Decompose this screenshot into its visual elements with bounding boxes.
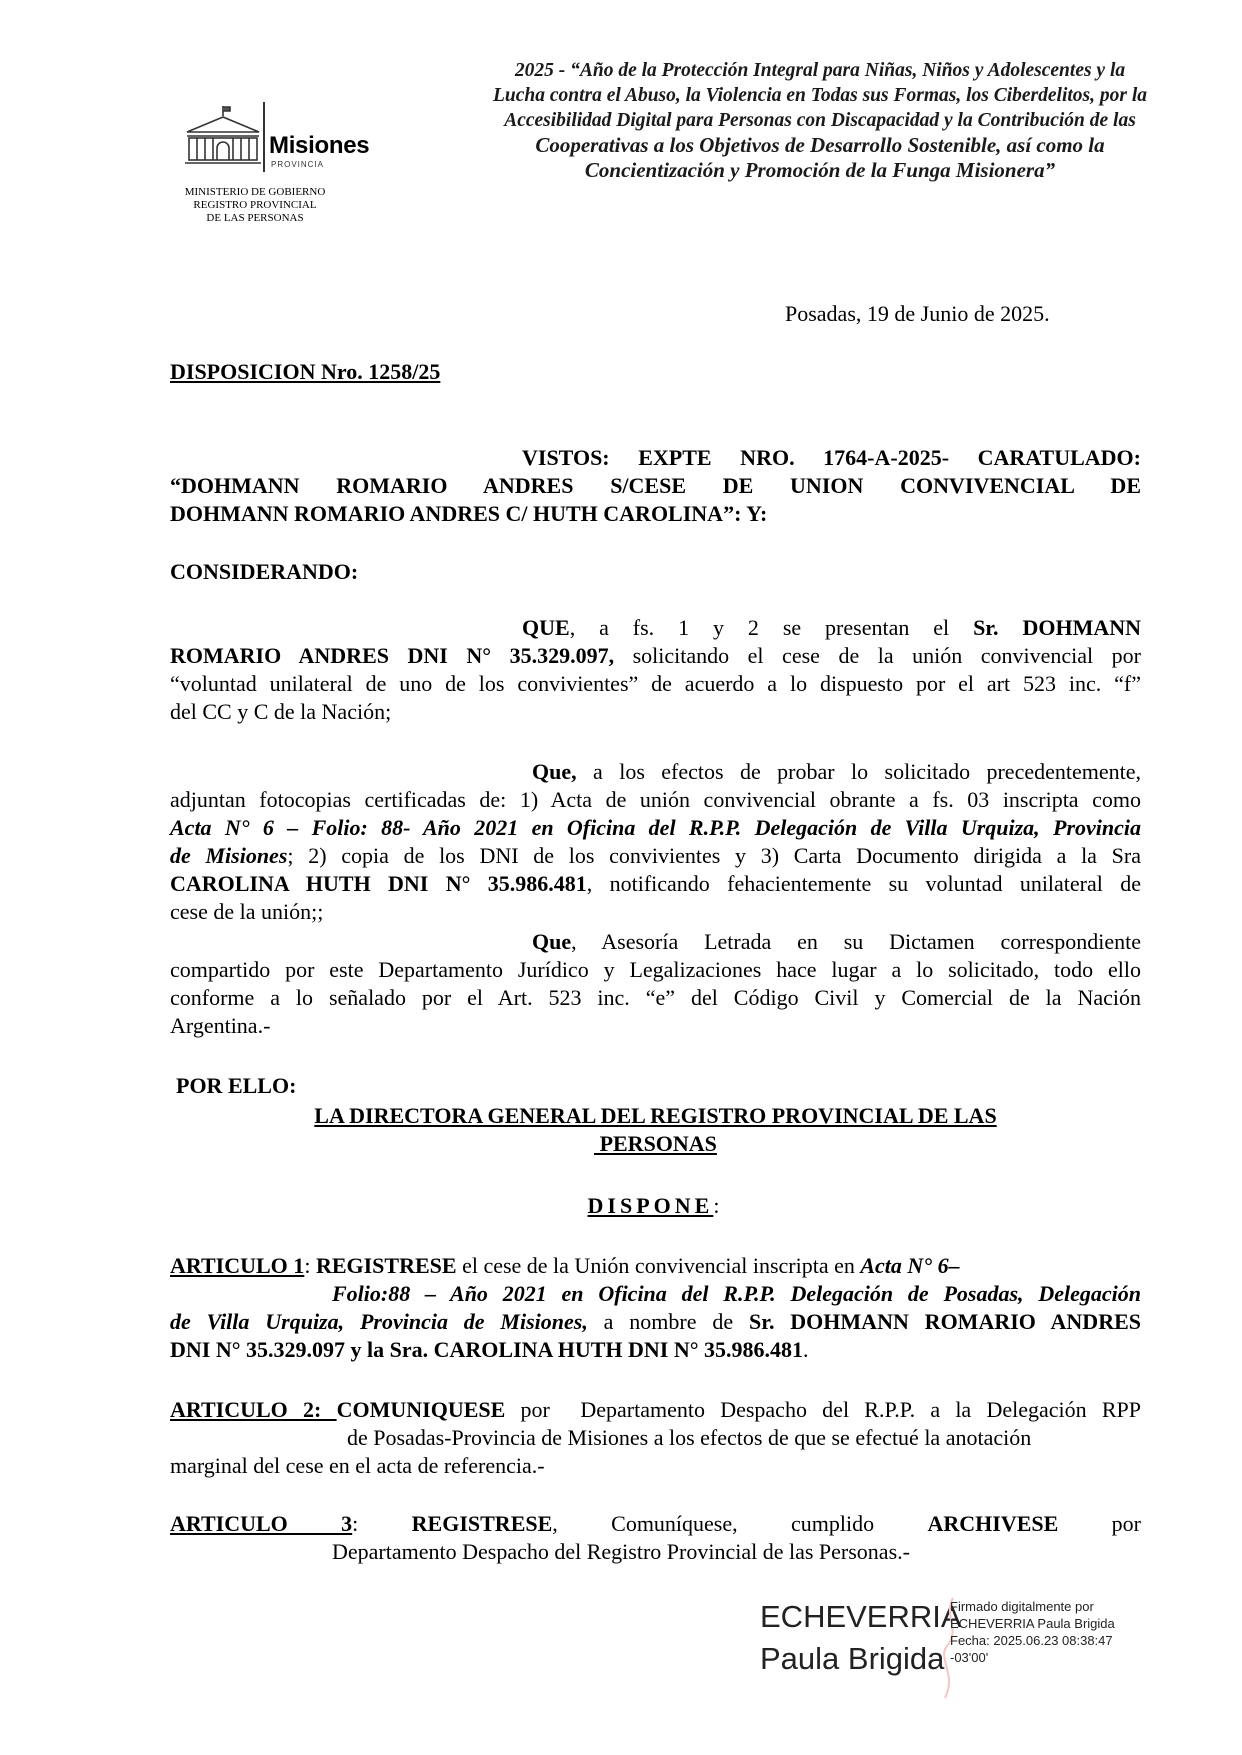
logo-sub: PROVINCIA: [271, 160, 325, 169]
ministry-line: MINISTERIO DE GOBIERNO: [184, 186, 326, 198]
dispone-colon: :: [713, 1193, 724, 1218]
art3-colon: :: [352, 1511, 412, 1536]
art3-line-2: Departamento Despacho del Registro Provincial de las Personas.-: [332, 1539, 910, 1564]
directora-heading: [170, 1102, 1141, 1158]
art1-line-3: [170, 1308, 1141, 1336]
p3-line-3: conforme a lo señalado por el Art. 523 inc. “e” del Código Civil y Comercial de la Nación: [170, 985, 1141, 1010]
art1-colon: :: [304, 1253, 316, 1278]
art3-label: ARTICULO 3: [170, 1511, 353, 1536]
directora-line-2: PERSONAS: [594, 1131, 717, 1156]
directora-line-1: LA DIRECTORA GENERAL DEL REGISTRO PROVINCIAL DE LAS: [314, 1103, 997, 1128]
province-logo: [183, 104, 393, 186]
por-ello-heading: POR ELLO:: [176, 1073, 297, 1098]
art3-text: , Comuníquese, cumplido: [552, 1511, 928, 1536]
considerando-paragraph-2: [170, 758, 1141, 926]
art1-dnis: DNI N° 35.329.097 y la Sra. CAROLINA HUTH DNI N° 35.986.481: [170, 1337, 804, 1362]
article-2: [170, 1396, 1141, 1480]
document-date: Posadas, 19 de Junio de 2025.: [785, 301, 1050, 326]
art1-verb: REGISTRESE: [315, 1253, 457, 1278]
article-1: [170, 1252, 1141, 1364]
disposition-title: DISPOSICION Nro. 1258/25: [170, 359, 441, 384]
motto-line: 2025 - “Año de la Protección Integral para Niñas, Niños y Adolescentes y la: [514, 60, 1126, 81]
art2-line-1: [170, 1396, 1141, 1424]
p2-text: ; 2) copia de los DNI de los convivientes y 3) Carta Documento dirigida a la Sra: [287, 843, 1141, 868]
p1-line-3: “voluntad unilateral de uno de los convivientes” de acuerdo a lo dispuesto por el art 523 inc. “f”: [170, 671, 1141, 696]
art2-verb: COMUNIQUESE: [336, 1397, 506, 1422]
art1-period: .: [803, 1337, 809, 1362]
motto-line: Accesibilidad Digital para Personas con Discapacidad y la Contribución de las: [504, 110, 1136, 131]
signature-info-line: Fecha: 2025.06.23 08:38:47: [950, 1633, 1113, 1648]
p3-line-2: compartido por este Departamento Jurídico y Legalizaciones hace lugar a lo solicitado, todo ello: [170, 957, 1141, 982]
art1-line-4: [170, 1336, 1141, 1364]
art2-label: ARTICULO 2:: [170, 1397, 337, 1422]
vistos-line-2: “DOHMANN ROMARIO ANDRES S/CESE DE UNION CONVIVENCIAL DE: [170, 473, 1141, 498]
p2-line-4: [170, 842, 1141, 870]
p3-line-1: [170, 928, 1141, 956]
art2-line-3: marginal del cese en el acta de referencia.-: [170, 1453, 545, 1478]
art2-line-2: de Posadas-Provincia de Misiones a los efectos de que se efectué la anotación: [347, 1425, 1032, 1450]
art2-text: por Departamento Despacho del R.P.P. a la Delegación RPP: [505, 1397, 1141, 1422]
article-3: [170, 1510, 1141, 1566]
government-building-icon: [183, 104, 263, 174]
signature-info-line: Firmado digitalmente por: [950, 1599, 1094, 1614]
p2-line-1: [170, 758, 1141, 786]
art1-text: el cese de la Unión convivencial inscripta en: [456, 1253, 861, 1278]
p2-province: de Misiones: [170, 843, 288, 868]
signature-info-line: -03'00': [950, 1650, 989, 1665]
p2-line-2: adjuntan fotocopias certificadas de: 1) Acta de unión convivencial obrante a fs. 03 inscripta como: [170, 787, 1141, 812]
art1-name: Sr. DOHMANN ROMARIO ANDRES: [748, 1309, 1141, 1334]
p1-name: Sr. DOHMANN: [973, 615, 1141, 640]
signer-name: [760, 1596, 962, 1680]
ministry-line: DE LAS PERSONAS: [206, 212, 304, 224]
p1-line-2: [170, 642, 1141, 670]
p2-line-3: Acta N° 6 – Folio: 88- Año 2021 en Oficina del R.P.P. Delegación de Villa Urquiza, Provincia: [170, 815, 1141, 840]
p1-text: solicitando el cese de la unión convivencial por: [614, 643, 1142, 668]
art1-label: ARTICULO 1: [170, 1253, 305, 1278]
art3-line-1: [170, 1510, 1141, 1538]
p2-text: a los efectos de probar lo solicitado precedentemente,: [576, 759, 1141, 784]
art1-text: a nombre de: [587, 1309, 749, 1334]
considerando-paragraph-3: [170, 928, 1141, 1040]
considerando-paragraph-1: [170, 614, 1141, 726]
logo-divider: [263, 102, 265, 172]
p2-text: , notificando fehacientemente su voluntad unilateral de: [586, 871, 1141, 896]
p2-dni: CAROLINA HUTH DNI N° 35.986.481: [170, 871, 587, 896]
que-label: QUE: [522, 615, 570, 640]
p1-dni: ROMARIO ANDRES DNI N° 35.329.097,: [170, 643, 615, 668]
que-label: Que: [532, 929, 572, 954]
vistos-section: [170, 444, 1141, 528]
art3-archive: ARCHIVESE: [927, 1511, 1059, 1536]
p2-line-6: cese de la unión;;: [170, 899, 324, 924]
vistos-line-3: DOHMANN ROMARIO ANDRES C/ HUTH CAROLINA”: Y:: [170, 501, 768, 526]
p1-text: , a fs. 1 y 2 se presentan el: [569, 615, 974, 640]
year-motto: [455, 58, 1185, 183]
motto-line: Cooperativas a los Objetivos de Desarrollo Sostenible, así como la: [535, 133, 1105, 157]
que-label: Que,: [532, 759, 577, 784]
digital-signature-info: [950, 1598, 1115, 1666]
art1-acta: Acta N° 6–: [860, 1253, 960, 1278]
art1-province: de Villa Urquiza, Provincia de Misiones,: [170, 1309, 588, 1334]
art1-line-2: Folio:88 – Año 2021 en Oficina del R.P.P. Delegación de Posadas, Delegación: [332, 1281, 1141, 1306]
dispone-word: DISPONE: [587, 1193, 714, 1218]
dispone-heading: [170, 1192, 1141, 1220]
signature-info-line: ECHEVERRIA Paula Brigida: [950, 1616, 1115, 1631]
logo-name: Misiones: [269, 132, 370, 159]
signer-name-line-2: Paula Brigida: [760, 1641, 945, 1676]
vistos-line-1: VISTOS: EXPTE NRO. 1764-A-2025- CARATULADO:: [522, 445, 1141, 470]
ministry-block: [160, 186, 350, 225]
p3-line-4: Argentina.-: [170, 1013, 271, 1038]
art3-verb: REGISTRESE: [411, 1511, 553, 1536]
p1-line-1: [170, 614, 1141, 642]
ministry-line: REGISTRO PROVINCIAL: [193, 199, 317, 211]
motto-line: Concientización y Promoción de la Funga Misionera”: [584, 158, 1056, 182]
considerando-heading: CONSIDERANDO:: [170, 559, 359, 584]
p2-line-5: [170, 870, 1141, 898]
signer-name-line-1: ECHEVERRIA: [760, 1599, 962, 1634]
p1-line-4: del CC y C de la Nación;: [170, 699, 392, 724]
art1-line-1: [170, 1252, 1141, 1280]
p3-text: , Asesoría Letrada en su Dictamen correspondiente: [571, 929, 1141, 954]
art3-text: por: [1058, 1511, 1141, 1536]
motto-line: Lucha contra el Abuso, la Violencia en Todas sus Formas, los Ciberdelitos, por la: [492, 85, 1148, 106]
